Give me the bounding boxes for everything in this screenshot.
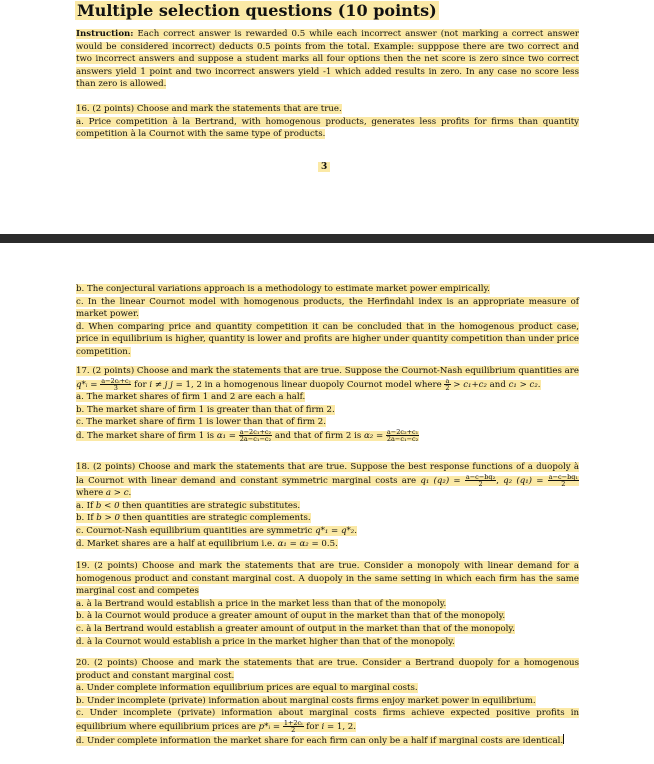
page-bottom [0,243,654,764]
q17-option-c[interactable]: c. The market share of firm 1 is lower than that of firm 2. [76,417,326,428]
instruction-text: Each correct answer is rewarded 0.5 while each incorrect answer (not marking a correct answer would be considered incorrect) deducts 0.5 points from the total. Example: supppose there are two correct and two incorrect answers and suppose a student marks all four options then the net score is zero since two correct answers yield 1 point and two incorrect answers yield -1 which added results in zero. In any case no score less than zero is allowed. [76,29,579,90]
page-divider [0,234,654,243]
q18-option-a[interactable]: a. If b < 0 then quantities are strategic substitutes. [76,500,301,511]
q19-option-d[interactable]: d. à la Cournot would establish a price in the market higher than that of the monopoly. [76,636,455,647]
question-18 [76,461,579,550]
q18-stem: 18. (2 points) Choose and mark the statements that are true. Suppose the best response functions of a duopoly à la Cournot with linear demand and constant symmetric marginal costs are q₁ (q₂) = $\frac{\text{a−c−bq₂}}{2}$ , q₂ (q₁) = $\frac{\text{a−c−bq₁}}{2}$ where a > c. [76,462,579,499]
q19-option-c[interactable]: c. à la Bertrand would establish a greater amount of output in the market than that of the monopoly. [76,623,515,634]
q20-option-c[interactable]: c. Under incomplete (private) information about marginal costs firms achieve expected positive profits in equilibrium where equilibrium prices are p*ᵢ = $\frac{\text{1+2cᵢ}}{2}$ for i = 1, 2. [76,708,579,734]
q17-option-d[interactable]: d. The market share of firm 1 is α₁ = $\frac{\text{a−2c₁+c₂}}{\text{2a−c₁−c₂}}$ and that of firm 2 is α₂ = $\frac{\text{a−2c₂+c₁}}{\text{2a−c₁−c₂}}$ [76,427,419,443]
q16-option-d[interactable]: d. When comparing price and quantity competition it can be concluded that in the homogenous product case, price in equilibrium is higher, quantity is lower and profits are higher under quantity competition than under price competition. [76,321,579,357]
text-cursor [563,734,564,744]
q18-option-b[interactable]: b. If b > 0 then quantities are strategic complements. [76,513,311,524]
q17-stem: 17. (2 points) Choose and mark the statements that are true. Suppose the Cournot-Nash equilibrium quantities are q*ᵢ = $\frac{\text{a−2cᵢ+cⱼ}}{3}$ for i ≠ j j = 1, 2 in a homogenous linear duopoly Cournot model where $\frac{a}{2}$ > c₁+c₂ and c₁ > c₂. [76,366,579,392]
instruction-label: Instruction: [76,29,134,39]
q20-stem: 20. (2 points) Choose and mark the statements that are true. Consider a Bertrand duopoly for a homogenous product and constant marginal cost. [76,658,579,681]
q17-option-b[interactable]: b. The market share of firm 1 is greater than that of firm 2. [76,404,335,415]
q20-option-b[interactable]: b. Under incomplete (private) information about marginal costs firms enjoy market power in equilibrium. [76,695,536,706]
question-20 [76,657,579,747]
q20-option-a[interactable]: a. Under complete information equilibrium prices are equal to marginal costs. [76,683,418,694]
q16-option-a[interactable]: a. Price competition à la Bertrand, with homogenous products, generates less profits for firms than quantity competition à la Cournot with the same type of products. [76,116,579,140]
page-number: 3 [318,162,330,172]
q19-stem: 19. (2 points) Choose and mark the statements that are true. Consider a monopoly with linear demand for a homogenous product and constant marginal cost. A duopoly in the same setting in which each firm has the same marginal cost and competes [76,561,579,597]
q20-option-d[interactable]: d. Under complete information the market share for each firm can only be a half if marginal costs are identical. [76,735,564,746]
question-17 [76,365,579,443]
question-19 [76,560,579,648]
q17-option-a[interactable]: a. The market shares of firm 1 and 2 are each a half. [76,392,306,403]
question-16 [76,103,579,141]
q16-stem: 16. (2 points) Choose and mark the statements that are true. [76,104,342,114]
q16-option-b[interactable]: b. The conjectural variations approach is a methodology to estimate market power empirically. [76,284,490,294]
q16-option-c[interactable]: c. In the linear Cournot model with homogenous products, the Herfindahl index is an appropriate measure of market power. [76,296,579,320]
q16-continued [76,283,579,359]
section-title: Multiple selection questions (10 points) [77,1,437,20]
q19-option-a[interactable]: a. à la Bertrand would establish a price in the market less than that of the monopoly. [76,598,447,609]
q18-option-c[interactable]: c. Cournot-Nash equilibrium quantities are symmetric q*₁ = q*₂. [76,525,357,536]
q18-option-d[interactable]: d. Market shares are a half at equilibrium i.e. α₁ = α₂ = 0.5. [76,538,338,549]
q19-option-b[interactable]: b. à la Cournot would produce a greater amount of ouput in the market than that of the monopoly. [76,611,506,622]
page-top [0,0,654,232]
instruction-paragraph [76,28,579,91]
